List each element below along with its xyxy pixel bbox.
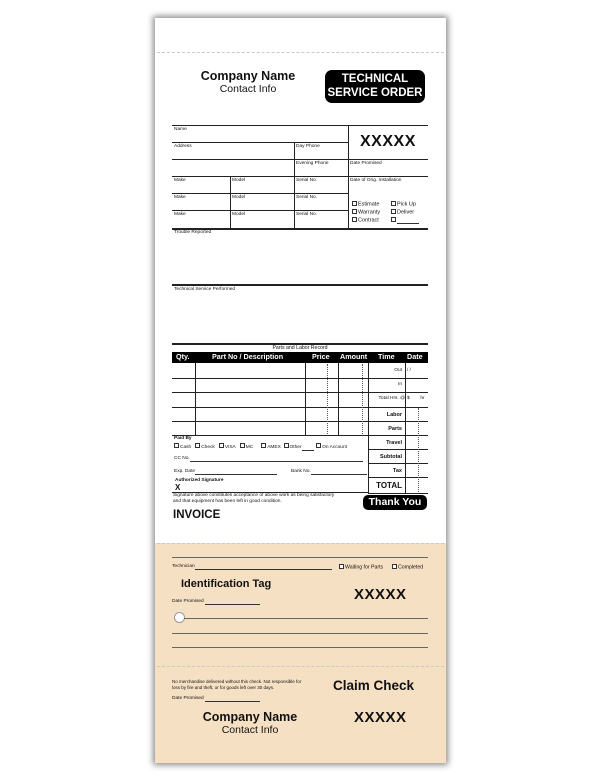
claim-check-title: Claim Check	[333, 678, 415, 693]
service-performed-field[interactable]: Technical Service Performed	[174, 287, 236, 292]
date-orig-install-field[interactable]: Date of Orig. Installation	[350, 178, 402, 183]
total-tax: Tax	[392, 468, 402, 474]
service-order-form	[155, 18, 446, 763]
checkbox-deliver[interactable]: Deliver	[391, 209, 414, 216]
col-price: Price	[312, 352, 330, 361]
total-hours[interactable]: Total Hrs. @	[378, 396, 405, 401]
pay-check[interactable]: Check	[195, 445, 215, 450]
cc-number-field[interactable]: CC No.	[174, 456, 363, 462]
contact-info: Contact Info	[219, 83, 277, 95]
serial-field-3[interactable]: Serial No.	[296, 212, 318, 217]
checkbox-pick-up[interactable]: Pick Up	[391, 201, 416, 208]
checkbox-icon	[352, 201, 357, 206]
technician-field[interactable]: Technician	[172, 564, 332, 570]
time-out[interactable]: Out	[394, 368, 402, 373]
col-description: Part No / Description	[212, 352, 284, 361]
total-subtotal: Subtotal	[380, 454, 402, 460]
checkbox-icon	[391, 209, 396, 214]
auth-signature-label: Authorized Signature	[175, 478, 224, 483]
evening-phone-field[interactable]: Evening Phone	[296, 161, 329, 166]
checkbox-icon	[352, 209, 357, 214]
checkbox-estimate[interactable]: Estimate	[352, 201, 379, 208]
id-tag-title: Identification Tag	[181, 578, 272, 590]
serial-field-2[interactable]: Serial No.	[296, 195, 318, 200]
time-in[interactable]: In	[397, 382, 402, 387]
model-field-1[interactable]: Model	[232, 178, 246, 183]
claim-company-name: Company Name	[202, 710, 298, 724]
perforation-line	[157, 666, 444, 667]
perforation-line	[157, 52, 444, 53]
total-labor: Labor	[386, 412, 402, 418]
address-field[interactable]: Address	[174, 144, 192, 149]
claim-notice-line1: No merchandise delivered without this check. Not responsible for	[172, 679, 302, 684]
parts-labor-title: Parts and Labor Record	[272, 345, 328, 351]
checkbox-icon	[392, 564, 397, 569]
date-out[interactable]: / /	[407, 368, 411, 373]
claim-date-promised-field[interactable]: Date Promised	[172, 696, 260, 702]
bank-number-field[interactable]: Bank No.	[291, 469, 367, 475]
col-time: Time	[378, 352, 395, 361]
disclaimer-line1: Signature above constitutes acceptance of above work as being satisfactory	[173, 493, 335, 498]
pay-visa[interactable]: VISA	[219, 445, 236, 450]
name-field[interactable]: Name	[174, 127, 187, 132]
id-date-promised-field[interactable]: Date Promised	[172, 599, 260, 605]
payment-methods	[174, 443, 347, 451]
make-field-2[interactable]: Make	[174, 195, 186, 200]
form-title-line1: TECHNICAL	[341, 73, 409, 85]
checkbox-icon	[391, 201, 396, 206]
day-phone-field[interactable]: Day Phone	[296, 144, 320, 149]
pay-on-account[interactable]: On Account	[316, 445, 347, 450]
model-field-2[interactable]: Model	[232, 195, 246, 200]
pay-other[interactable]: Other	[284, 445, 314, 450]
date-promised-field[interactable]: Date Promised	[350, 161, 382, 166]
checkbox-waiting-parts[interactable]: Waiting for Parts	[339, 564, 383, 571]
signature-field[interactable]: X	[175, 483, 181, 492]
claim-check-number: XXXXX	[354, 709, 407, 726]
invoice-label: INVOICE	[173, 509, 221, 521]
checkbox-completed[interactable]: Completed	[392, 564, 423, 571]
total-grand: TOTAL	[376, 481, 402, 490]
hourly-rate[interactable]: $ hr	[407, 396, 425, 401]
claim-contact-info: Contact Info	[221, 724, 279, 736]
trouble-reported-field[interactable]: Trouble Reported	[174, 230, 212, 235]
perforation-line	[157, 543, 444, 544]
make-field-3[interactable]: Make	[174, 212, 186, 217]
form-title-line2: SERVICE ORDER	[327, 87, 423, 99]
model-field-3[interactable]: Model	[232, 212, 246, 217]
id-tag-number: XXXXX	[354, 586, 407, 603]
total-parts: Parts	[388, 426, 402, 432]
pay-amex[interactable]: AMEX	[261, 445, 281, 450]
claim-notice-line2: loss by fire and theft, or for goods left over 30 days.	[172, 685, 275, 690]
checkbox-icon	[352, 217, 357, 222]
checkbox-icon	[391, 217, 396, 222]
checkbox-contract[interactable]: Contract	[352, 217, 379, 224]
serial-field-1[interactable]: Serial No.	[296, 178, 318, 183]
total-travel: Travel	[386, 440, 402, 446]
col-date: Date	[407, 352, 423, 361]
pay-cash[interactable]: Cash	[174, 445, 191, 450]
company-name: Company Name	[200, 69, 296, 83]
checkbox-warranty[interactable]: Warranty	[352, 209, 380, 216]
form-title-badge	[325, 70, 425, 103]
thank-you-badge: Thank You	[363, 495, 427, 510]
col-amount: Amount	[340, 352, 368, 361]
checkbox-icon	[339, 564, 344, 569]
col-qty: Qty.	[176, 352, 190, 361]
order-number: XXXXX	[360, 133, 416, 150]
checkbox-other[interactable]	[391, 217, 419, 224]
table-header	[172, 352, 428, 363]
disclaimer-line2: and that equipment has been left in good condition.	[173, 499, 282, 504]
paid-by-label: Paid By	[174, 436, 192, 441]
exp-date-field[interactable]: Exp. Date	[174, 469, 277, 475]
pay-mc[interactable]: MC	[240, 445, 253, 450]
make-field-1[interactable]: Make	[174, 178, 186, 183]
